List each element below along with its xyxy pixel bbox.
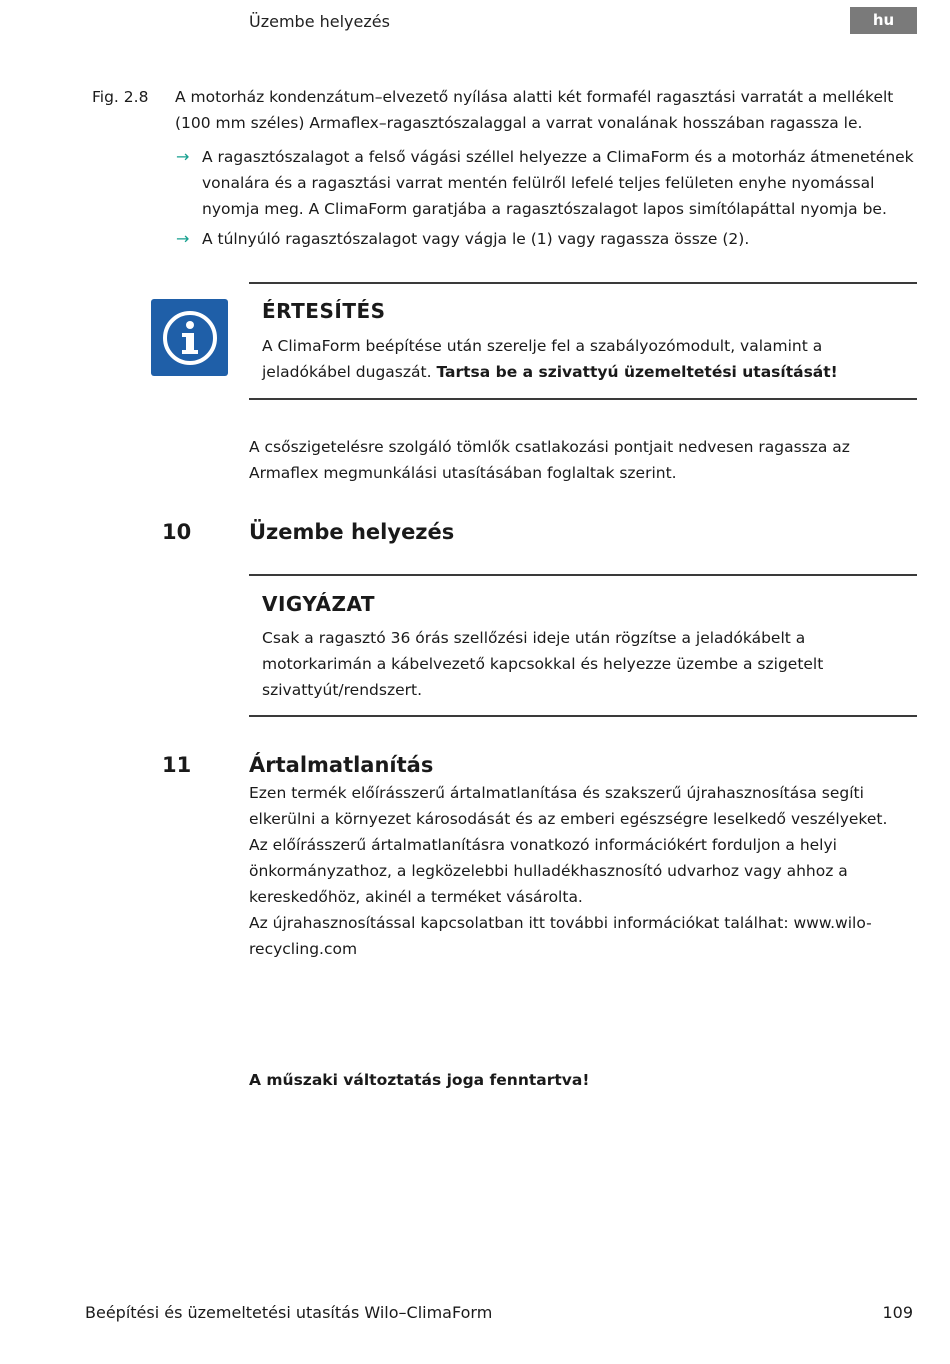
notice-body: A ClimaForm beépítése után szerelje fel a szabályozómodult, valamint a jeladókábel dugaszát. — [262, 337, 823, 381]
result-item — [176, 226, 916, 252]
section-number: 10 — [162, 520, 192, 544]
arrow-right-icon: → — [176, 147, 190, 166]
result-item-text: A túlnyúló ragasztószalagot vagy vágja le (1) vagy ragassza össze (2). — [202, 230, 750, 248]
language-badge: hu — [850, 7, 917, 34]
disposal-paragraph: Ezen termék előírásszerű ártalmatlanítása és szakszerű újrahasznosítása segíti elkerülni a környezet károsodását és az emberi egészségre leselkedő veszélyeket. — [249, 784, 888, 828]
notice-heading: ÉRTESÍTÉS — [262, 299, 386, 323]
rights-reserved-note: A műszaki változtatás joga fenntartva! — [249, 1071, 590, 1089]
figure-instruction: A motorház kondenzátum–elvezető nyílása alatti két formafél ragasztási varratát a mellékelt (100 mm széles) Armaflex–ragasztószalaggal a varrat vonalának hosszában ragassza le. — [175, 88, 894, 132]
notice-bottom-rule — [249, 398, 917, 400]
caution-top-rule — [249, 574, 917, 576]
result-item-text: A ragasztószalagot a felső vágási széllel helyezze a ClimaForm és a motorház átmenetének vonalára és a ragasztási varrat mentén felülről lefelé teljes felületen enyhe nyomással nyomja meg. A ClimaForm garatjába a ragasztószalagot lapos simítólapáttal nyomja be. — [202, 148, 914, 218]
notice-text — [262, 333, 902, 385]
caution-bottom-rule — [249, 715, 917, 717]
footer-title: Beépítési és üzemeltetési utasítás Wilo–ClimaForm — [85, 1303, 493, 1322]
info-icon — [151, 299, 228, 376]
hose-note: A csőszigetelésre szolgáló tömlők csatlakozási pontjait nedvesen ragassza az Armaflex megmunkálási utasításában foglaltak szerint. — [249, 438, 850, 482]
section-title: Üzembe helyezés — [249, 520, 455, 544]
figure-label: Fig. 2.8 — [92, 88, 149, 106]
caution-text: Csak a ragasztó 36 órás szellőzési ideje után rögzítse a jeladókábelt a motorkarimán a kábelvezető kapcsokkal és helyezze üzembe a szigetelt szivattyút/rendszert. — [262, 629, 824, 699]
notice-emphasis: Tartsa be a szivattyú üzemeltetési utasítását! — [436, 363, 838, 381]
arrow-right-icon: → — [176, 229, 190, 248]
section-number: 11 — [162, 753, 192, 777]
caution-heading: VIGYÁZAT — [262, 592, 376, 616]
page-number: 109 — [882, 1303, 913, 1322]
disposal-paragraph: Az előírásszerű ártalmatlanításra vonatkozó információkért forduljon a helyi önkormányzathoz, a legközelebbi hulladékhasznosító udvarhoz vagy ahhoz a kereskedőhöz, akinél a terméket vásárolta. — [249, 836, 848, 906]
disposal-text — [249, 780, 904, 962]
section-title: Ártalmatlanítás — [249, 753, 434, 777]
notice-top-rule — [249, 282, 917, 284]
disposal-paragraph: Az újrahasznosítással kapcsolatban itt további információkat találhat: www.wilo-recycling.com — [249, 914, 872, 958]
result-item — [176, 144, 916, 222]
running-header: Üzembe helyezés — [249, 12, 390, 31]
